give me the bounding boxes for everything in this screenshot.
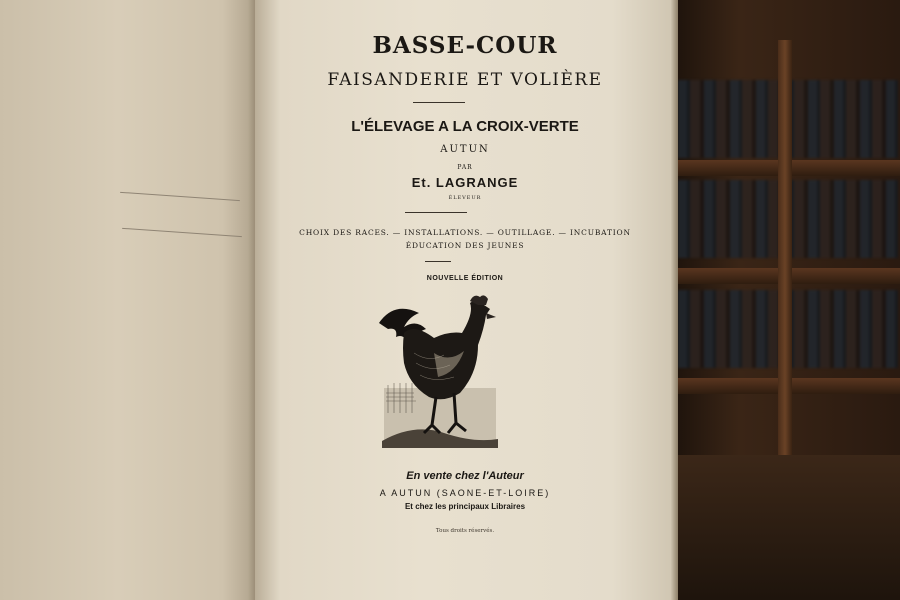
author-name: Et. LAGRANGE	[411, 175, 519, 190]
bookshelf-background	[670, 0, 900, 600]
sale-city: A AUTUN (SAONE-ET-LOIRE)	[379, 488, 551, 498]
rights-notice: Tous droits réservés.	[435, 528, 495, 534]
edition-label: NOUVELLE ÉDITION	[426, 275, 504, 282]
topics	[255, 226, 675, 252]
title-page	[255, 0, 675, 600]
booksellers-note: Et chez les principaux Libraires	[404, 502, 526, 511]
topics-line-1: CHOIX DES RACES. — INSTALLATIONS. — OUTILLAGE. — INCUBATION	[299, 228, 631, 237]
place-name: AUTUN	[440, 144, 490, 155]
section-heading: L'ÉLEVAGE A LA CROIX-VERTE	[351, 118, 579, 135]
author-role: ÉLEVEUR	[448, 195, 482, 201]
book-title: BASSE-COUR	[372, 32, 558, 59]
show-through-line	[122, 228, 242, 237]
book-subtitle: FAISANDERIE ET VOLIÈRE	[327, 70, 603, 90]
left-page	[0, 0, 262, 600]
desk-surface	[670, 455, 900, 600]
sale-notice: En vente chez l'Auteur	[406, 470, 524, 482]
divider-rule	[413, 102, 465, 103]
topics-line-2: ÉDUCATION DES JEUNES	[405, 241, 525, 250]
by-word: PAR	[457, 164, 473, 171]
shelf-post	[778, 40, 792, 460]
page-edge	[670, 0, 678, 600]
divider-rule	[405, 212, 467, 213]
divider-rule	[425, 261, 451, 262]
show-through-line	[120, 192, 240, 201]
rooster-engraving-icon	[374, 293, 504, 448]
